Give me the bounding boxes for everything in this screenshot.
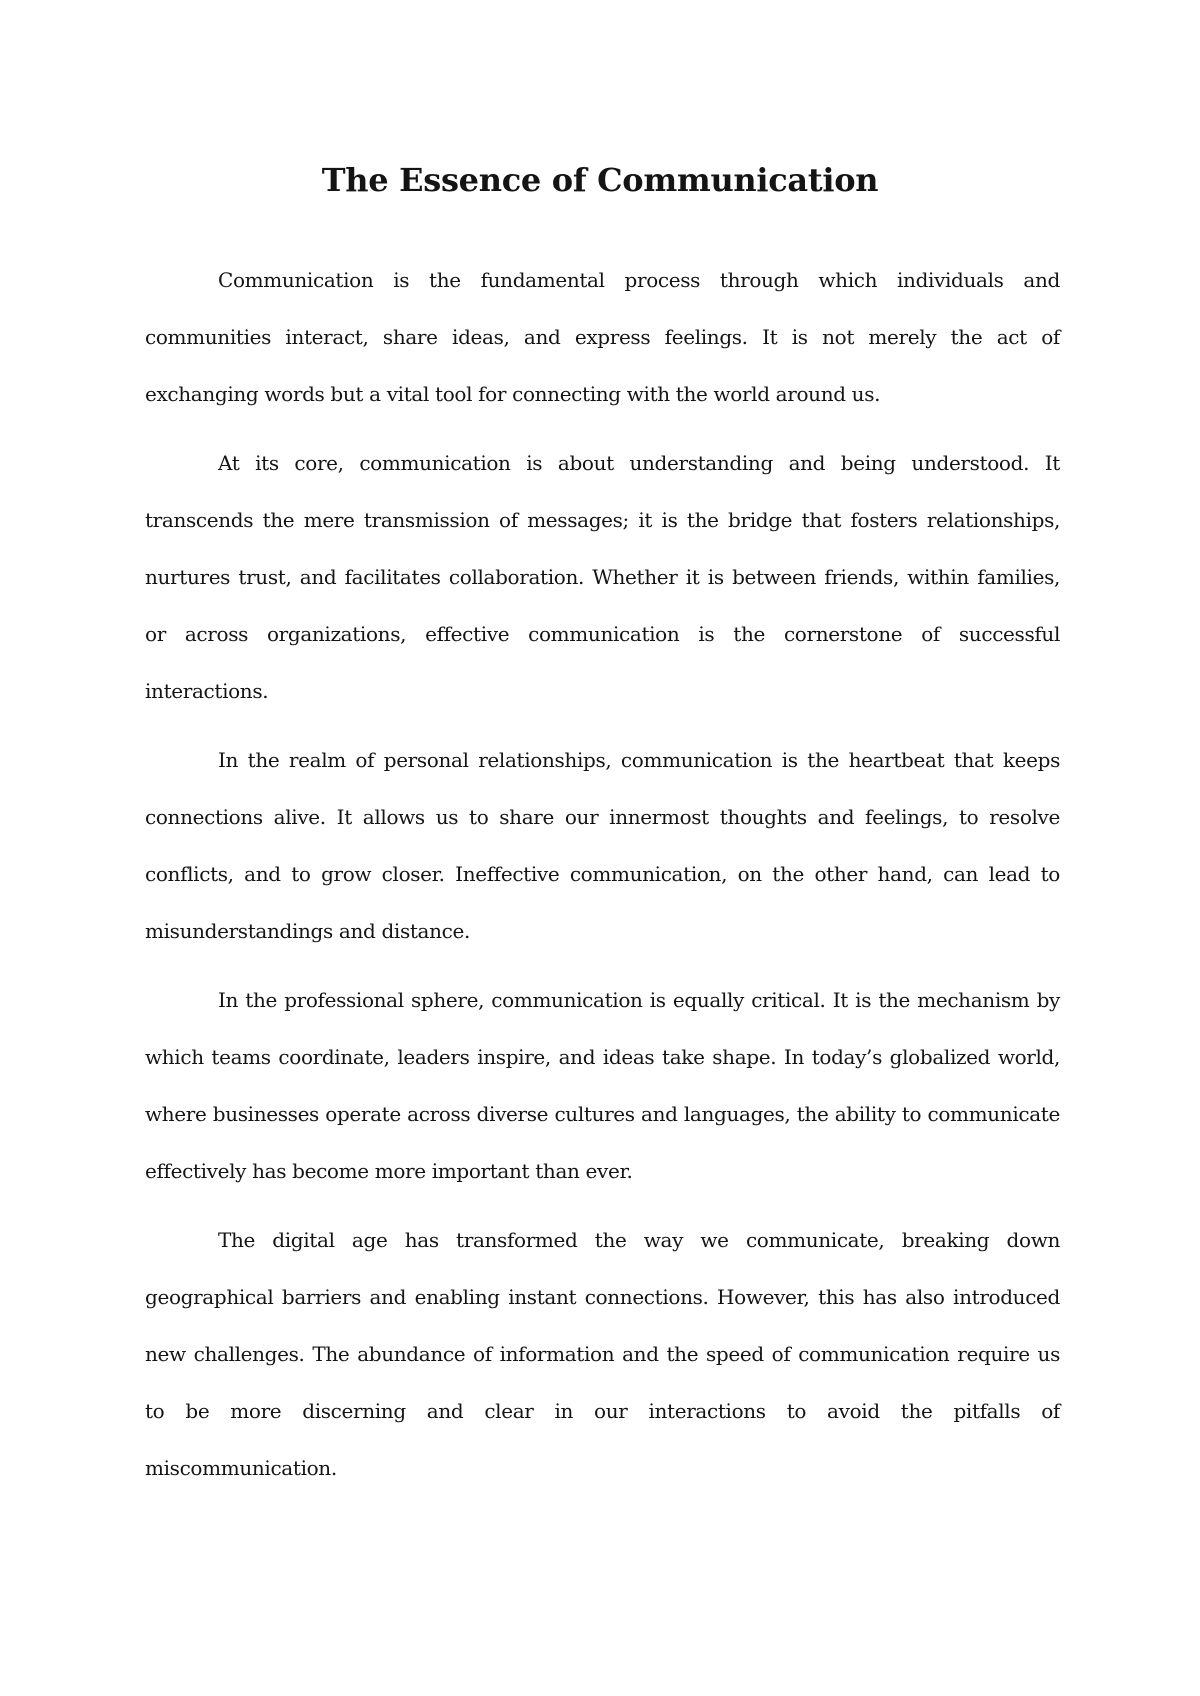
- paragraph-professional: In the professional sphere, communication is equally critical. It is the mechanism by which teams coordinate, leaders inspire, and ideas take shape. In today’s globalized world, where businesses operate across diverse cultures and languages, the ability to communicate effectively has become more important than ever.: [145, 988, 1060, 1183]
- document-title: The Essence of Communication: [321, 161, 879, 199]
- paragraph-intro: Communication is the fundamental process through which individuals and communities interact, share ideas, and express feelings. It is not merely the act of exchanging words but a vital tool for connecting with the world around us.: [145, 268, 1060, 406]
- paragraph-digital: The digital age has transformed the way we communicate, breaking down geographical barriers and enabling instant connections. However, this has also introduced new challenges. The abundance of information and the speed of communication require us to be more discerning and clear in our interactions to avoid the pitfalls of miscommunication.: [145, 1228, 1060, 1480]
- document-body: [145, 252, 1060, 1509]
- paragraph-core: At its core, communication is about understanding and being understood. It transcends the mere transmission of messages; it is the bridge that fosters relationships, nurtures trust, and facilitates collaboration. Whether it is between friends, within families, or across organizations, effective communication is the cornerstone of successful interactions.: [145, 451, 1060, 703]
- paragraph-personal: In the realm of personal relationships, communication is the heartbeat that keeps connections alive. It allows us to share our innermost thoughts and feelings, to resolve conflicts, and to grow closer. Ineffective communication, on the other hand, can lead to misunderstandings and distance.: [145, 748, 1060, 943]
